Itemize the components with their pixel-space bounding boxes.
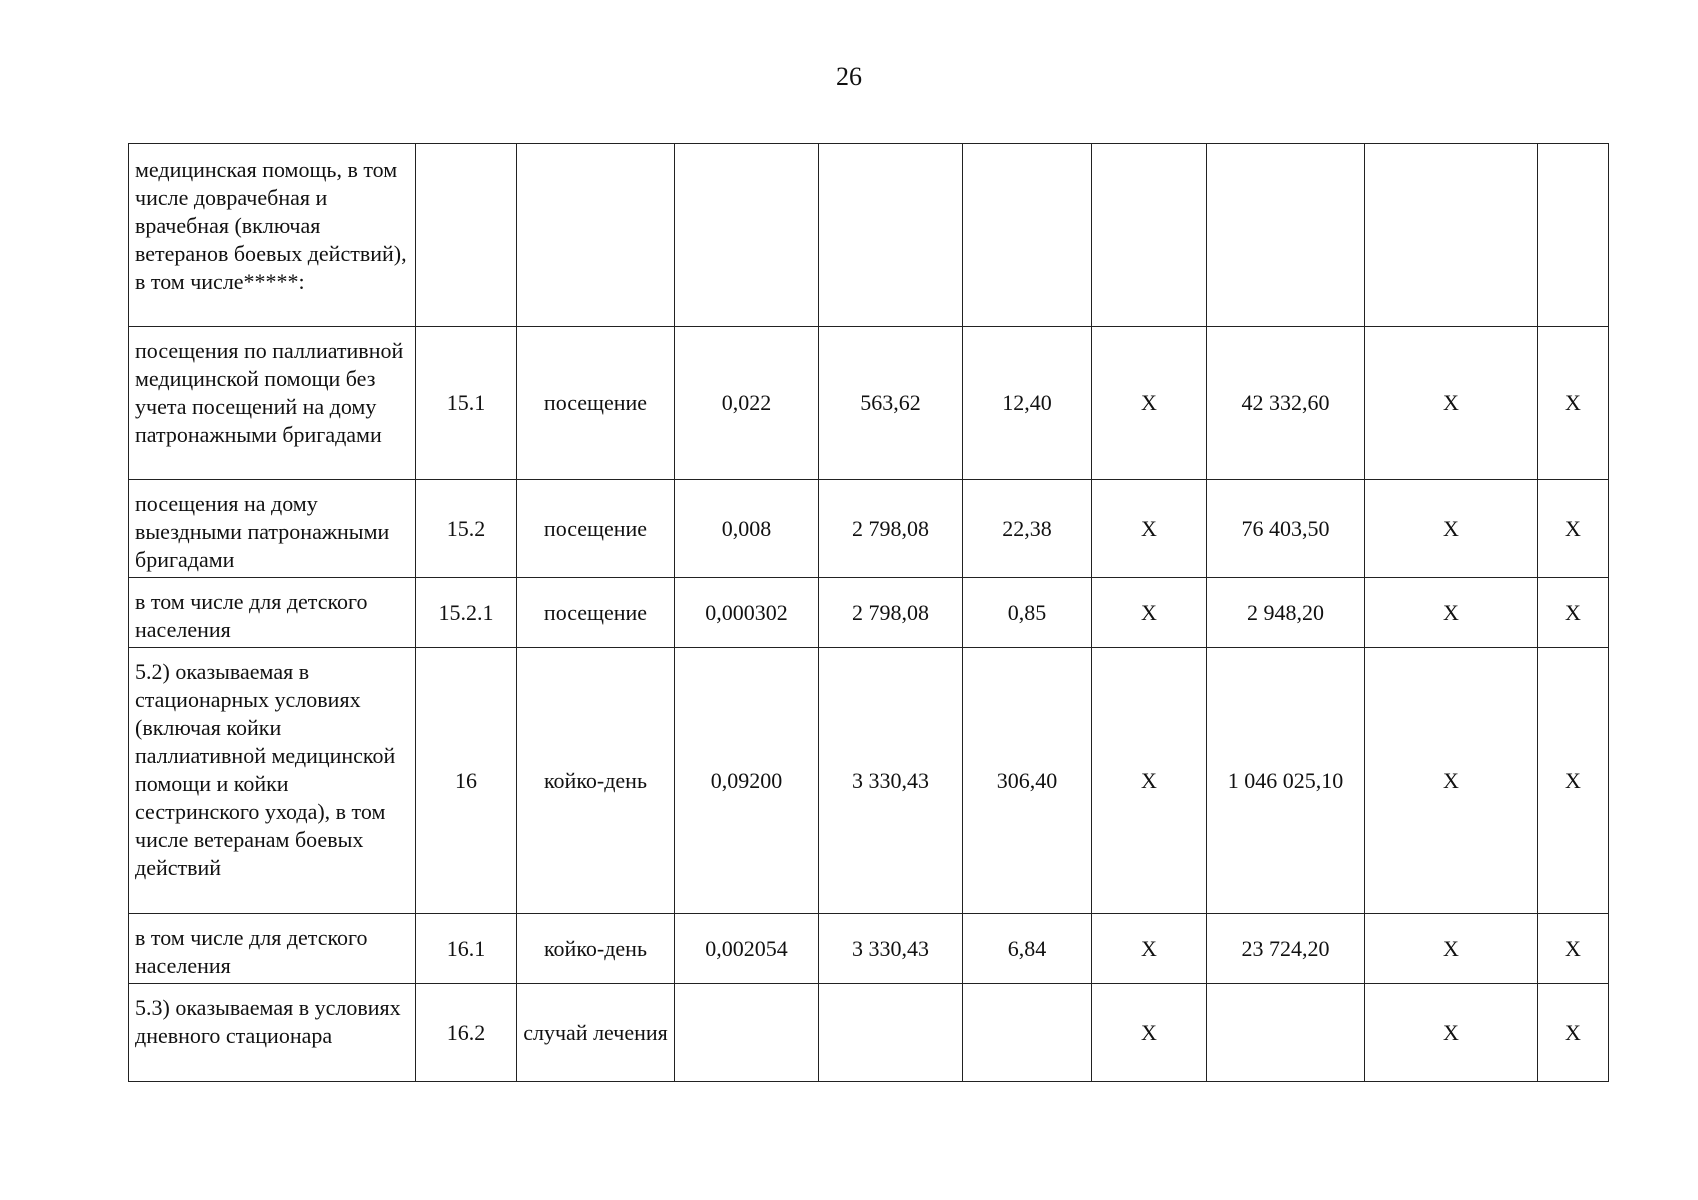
unit-cell: случай лечения (517, 984, 675, 1082)
row-name-cell: медицинская помощь, в том числе доврачебная и врачебная (включая ветеранов боевых действий), в том числе*****: (129, 144, 416, 327)
table-row (129, 648, 1609, 914)
per-capita-oms-cell: X (1092, 984, 1207, 1082)
row-name-cell: в том числе для детского населения (129, 914, 416, 984)
line-number-cell: 15.1 (416, 327, 517, 480)
total-oms-cell (1365, 144, 1538, 327)
per-capita-oms-cell: X (1092, 914, 1207, 984)
line-number-cell: 15.2 (416, 480, 517, 578)
line-number-cell: 16 (416, 648, 517, 914)
row-name-cell: в том числе для детского населения (129, 578, 416, 648)
percent-cell: X (1538, 327, 1609, 480)
line-number-cell (416, 144, 517, 327)
unit-cell: койко-день (517, 914, 675, 984)
per-capita-budget-cell: 12,40 (963, 327, 1092, 480)
per-capita-budget-cell: 22,38 (963, 480, 1092, 578)
total-budget-cell (1207, 984, 1365, 1082)
per-capita-budget-cell: 0,85 (963, 578, 1092, 648)
unit-cell (517, 144, 675, 327)
cost-cell (819, 144, 963, 327)
row-name-cell: 5.3) оказываемая в условиях дневного стационара (129, 984, 416, 1082)
cost-cell: 2 798,08 (819, 480, 963, 578)
total-budget-cell: 23 724,20 (1207, 914, 1365, 984)
norm-cell: 0,000302 (675, 578, 819, 648)
unit-cell: посещение (517, 327, 675, 480)
page-number: 26 (836, 62, 862, 91)
total-budget-cell: 76 403,50 (1207, 480, 1365, 578)
per-capita-budget-cell: 6,84 (963, 914, 1092, 984)
norm-cell (675, 984, 819, 1082)
program-volume-table (128, 143, 1609, 1082)
cost-cell: 3 330,43 (819, 914, 963, 984)
line-number-cell: 16.1 (416, 914, 517, 984)
cost-cell: 3 330,43 (819, 648, 963, 914)
norm-cell: 0,022 (675, 327, 819, 480)
cost-cell: 2 798,08 (819, 578, 963, 648)
table-row (129, 480, 1609, 578)
line-number-cell: 15.2.1 (416, 578, 517, 648)
total-oms-cell: X (1365, 480, 1538, 578)
per-capita-budget-cell: 306,40 (963, 648, 1092, 914)
total-oms-cell: X (1365, 914, 1538, 984)
total-budget-cell: 42 332,60 (1207, 327, 1365, 480)
percent-cell: X (1538, 984, 1609, 1082)
row-name-cell: посещения по паллиативной медицинской помощи без учета посещений на дому патронажными бригадами (129, 327, 416, 480)
table-row (129, 327, 1609, 480)
line-number-cell: 16.2 (416, 984, 517, 1082)
table-row (129, 144, 1609, 327)
cost-cell: 563,62 (819, 327, 963, 480)
total-oms-cell: X (1365, 327, 1538, 480)
per-capita-budget-cell (963, 984, 1092, 1082)
percent-cell: X (1538, 480, 1609, 578)
row-name-cell: 5.2) оказываемая в стационарных условиях (включая койки паллиативной медицинской помощи и койки сестринского ухода), в том числе ветеранам боевых действий (129, 648, 416, 914)
per-capita-oms-cell: X (1092, 578, 1207, 648)
per-capita-oms-cell: X (1092, 480, 1207, 578)
table-row (129, 984, 1609, 1082)
unit-cell: койко-день (517, 648, 675, 914)
norm-cell: 0,008 (675, 480, 819, 578)
norm-cell: 0,09200 (675, 648, 819, 914)
table-row (129, 578, 1609, 648)
unit-cell: посещение (517, 578, 675, 648)
row-name-cell: посещения на дому выездными патронажными бригадами (129, 480, 416, 578)
norm-cell: 0,002054 (675, 914, 819, 984)
total-oms-cell: X (1365, 984, 1538, 1082)
table-row (129, 914, 1609, 984)
cost-cell (819, 984, 963, 1082)
total-budget-cell: 1 046 025,10 (1207, 648, 1365, 914)
total-budget-cell (1207, 144, 1365, 327)
per-capita-oms-cell (1092, 144, 1207, 327)
percent-cell: X (1538, 648, 1609, 914)
norm-cell (675, 144, 819, 327)
total-oms-cell: X (1365, 578, 1538, 648)
per-capita-oms-cell: X (1092, 327, 1207, 480)
unit-cell: посещение (517, 480, 675, 578)
per-capita-budget-cell (963, 144, 1092, 327)
percent-cell: X (1538, 914, 1609, 984)
percent-cell: X (1538, 578, 1609, 648)
per-capita-oms-cell: X (1092, 648, 1207, 914)
percent-cell (1538, 144, 1609, 327)
total-budget-cell: 2 948,20 (1207, 578, 1365, 648)
total-oms-cell: X (1365, 648, 1538, 914)
